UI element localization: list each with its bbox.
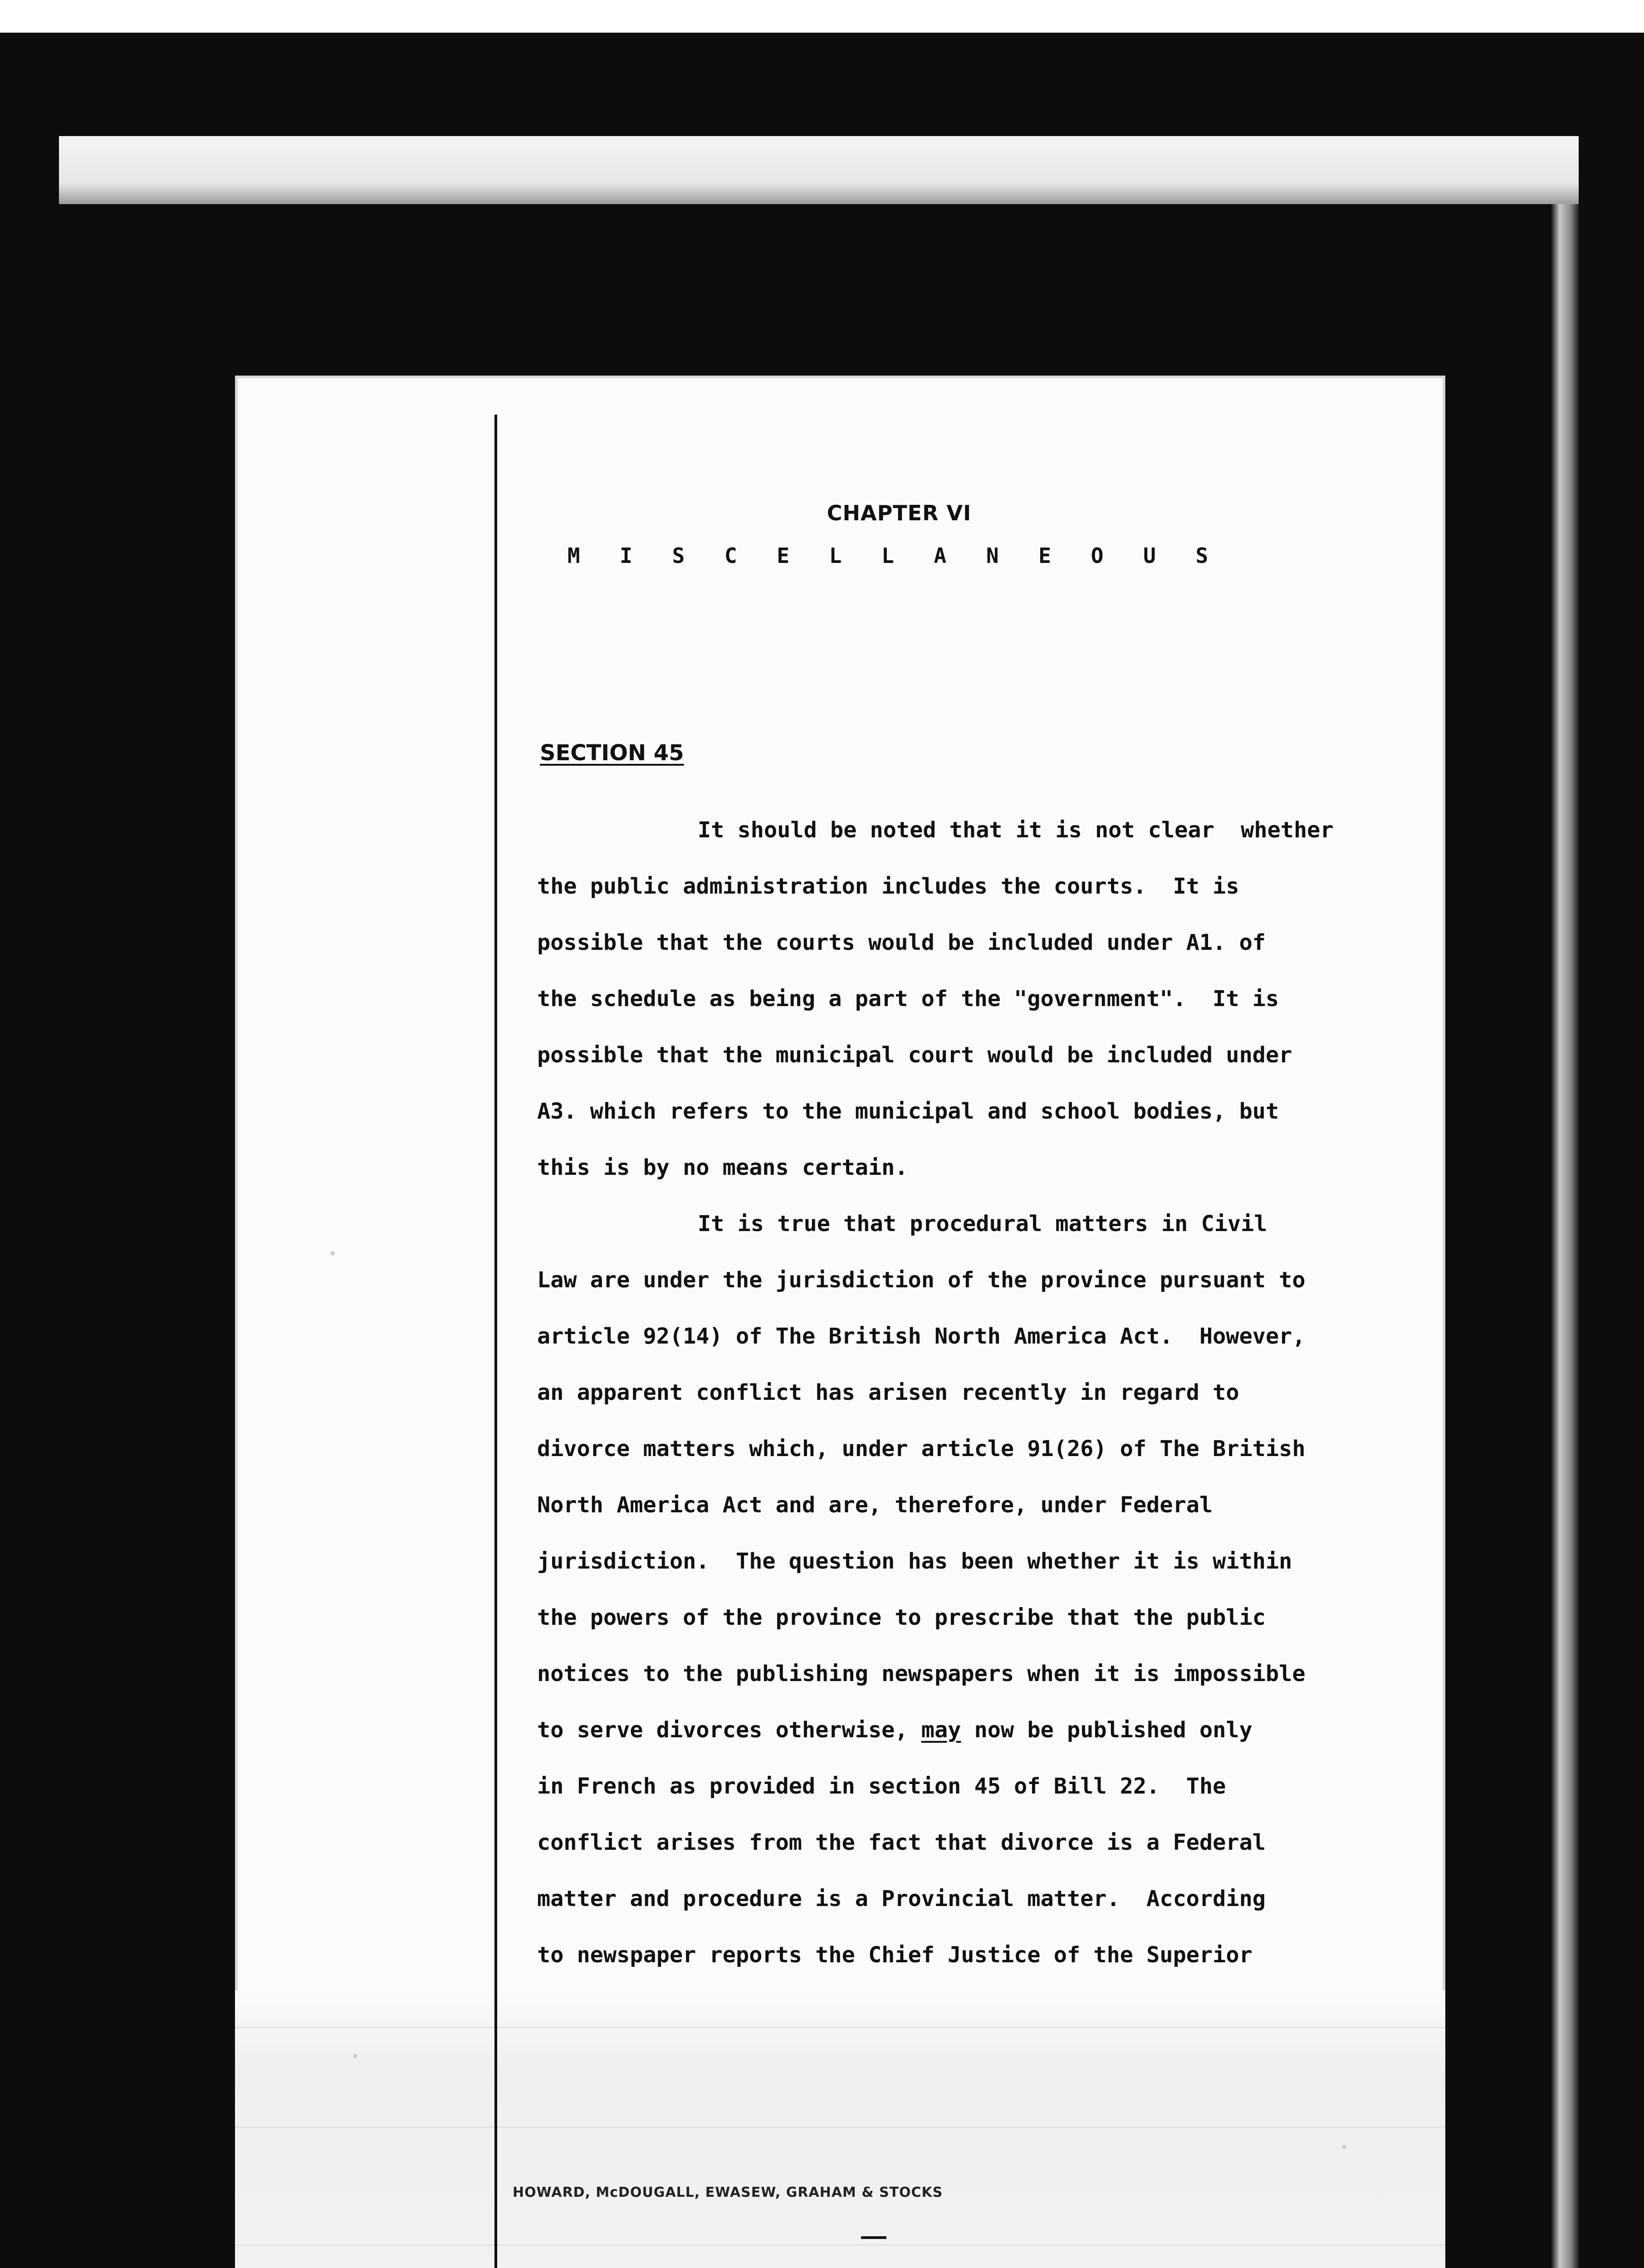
body-line: in French as provided in section 45 of Bill 22. The <box>537 1774 1226 1799</box>
body-line: conflict arises from the fact that divorce is a Federal <box>537 1830 1266 1855</box>
chapter-title: M I S C E L L A N E O U S <box>567 543 1222 568</box>
page-mark <box>861 2236 886 2239</box>
section-title: SECTION 45 <box>540 740 684 766</box>
page-footer-area <box>235 1990 1445 2268</box>
film-edge-top <box>59 136 1579 204</box>
footer-faint-line <box>235 2027 1445 2028</box>
film-speck <box>330 1251 335 1256</box>
body-line: an apparent conflict has arisen recently in regard to <box>537 1380 1239 1405</box>
body-line: possible that the municipal court would be included under <box>537 1042 1292 1068</box>
body-line: jurisdiction. The question has been whether it is within <box>537 1549 1292 1574</box>
body-line: divorce matters which, under article 91(26) of The British <box>537 1436 1306 1461</box>
body-line <box>537 1702 1399 1758</box>
body-line: A3. which refers to the municipal and school bodies, but <box>537 1099 1279 1124</box>
body-line: Law are under the jurisdiction of the province pursuant to <box>537 1267 1306 1293</box>
body-line: It is true that procedural matters in Civil <box>698 1211 1267 1237</box>
body-line: to newspaper reports the Chief Justice of the Superior <box>537 1942 1253 1968</box>
body-line: the public administration includes the courts. It is <box>537 874 1239 899</box>
body-line: this is by no means certain. <box>537 1155 908 1180</box>
footer-faint-line <box>235 2126 1445 2128</box>
body-line: article 92(14) of The British North America Act. However, <box>537 1324 1306 1349</box>
body-line: matter and procedure is a Provincial matter. According <box>537 1886 1266 1911</box>
chapter-heading: CHAPTER VI <box>827 501 972 525</box>
underlined-word: may <box>921 1717 961 1743</box>
footer-faint-line <box>235 2244 1445 2246</box>
film-edge-right <box>1551 204 1579 2268</box>
body-line: It should be noted that it is not clear whether <box>698 817 1334 843</box>
body-text <box>537 802 1399 1983</box>
body-line-text: now be published only <box>961 1717 1253 1743</box>
left-margin-rule <box>494 415 497 2268</box>
body-line: possible that the courts would be included under A1. of <box>537 930 1266 955</box>
body-line: the schedule as being a part of the "government". It is <box>537 986 1279 1012</box>
document-page <box>235 376 1445 2268</box>
body-line: notices to the publishing newspapers when it is impossible <box>537 1661 1306 1686</box>
body-line: North America Act and are, therefore, under Federal <box>537 1492 1213 1518</box>
body-line-text: to serve divorces otherwise, <box>537 1717 921 1743</box>
footer-firm-name: HOWARD, McDOUGALL, EWASEW, GRAHAM & STOCKS <box>513 2185 943 2200</box>
film-speck <box>353 2054 357 2058</box>
body-line: the powers of the province to prescribe that the public <box>537 1605 1266 1630</box>
film-speck <box>1342 2145 1346 2149</box>
